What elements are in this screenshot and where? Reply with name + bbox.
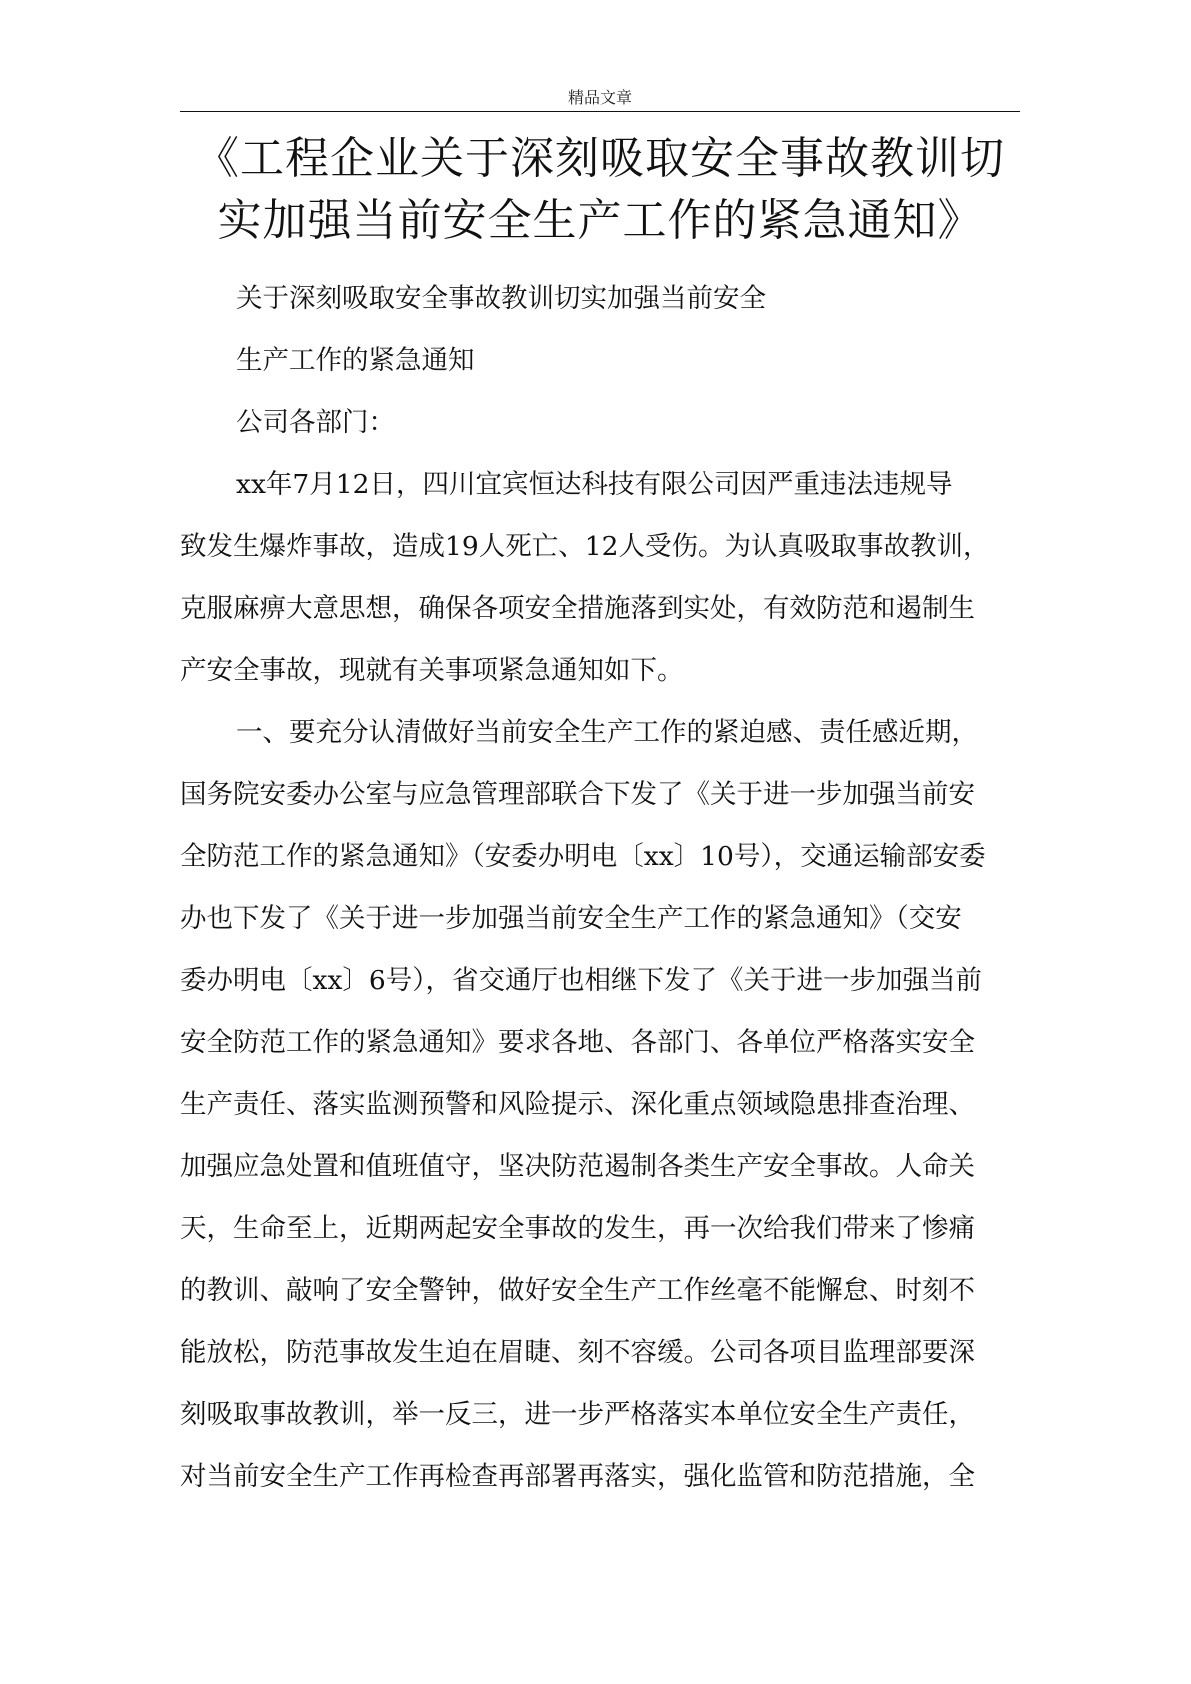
subtitle-line: 生产工作的紧急通知 xyxy=(236,345,475,376)
title-line: 实加强当前安全生产工作的紧急通知》 xyxy=(217,195,983,246)
paragraph-line: 国务院安委办公室与应急管理部联合下发了《关于进一步加强当前安 xyxy=(180,779,975,810)
paragraph-line: 全防范工作的紧急通知》（安委办明电〔xx〕10号），交通运输部安委 xyxy=(180,841,986,872)
page-header-label: 精品文章 xyxy=(567,88,632,107)
paragraph-line: 加强应急处置和值班值守，坚决防范遏制各类生产安全事故。人命关 xyxy=(180,1151,975,1182)
paragraph-line: 致发生爆炸事故，造成19人死亡、12人受伤。为认真吸取事故教训， xyxy=(180,531,990,562)
paragraph-line: 对当前安全生产工作再检查再部署再落实，强化监管和防范措施，全 xyxy=(180,1461,975,1492)
header-divider xyxy=(180,111,1020,112)
title-line: 《工程企业关于深刻吸取安全事故教训切 xyxy=(195,133,1005,184)
paragraph-line: 生产责任、落实监测预警和风险提示、深化重点领域隐患排查治理、 xyxy=(180,1089,975,1120)
paragraph-line: 委办明电〔xx〕6号），省交通厅也相继下发了《关于进一步加强当前 xyxy=(180,965,982,996)
subtitle-line: 关于深刻吸取安全事故教训切实加强当前安全 xyxy=(236,283,766,314)
paragraph-line: xx年7月12日，四川宜宾恒达科技有限公司因严重违法违规导 xyxy=(236,469,953,500)
paragraph-line: 安全防范工作的紧急通知》要求各地、各部门、各单位严格落实安全 xyxy=(180,1027,975,1058)
salutation: 公司各部门： xyxy=(236,407,395,438)
document-body xyxy=(180,268,1020,1508)
paragraph-line: 能放松，防范事故发生迫在眉睫、刻不容缓。公司各项目监理部要深 xyxy=(180,1337,975,1368)
paragraph-line: 天，生命至上，近期两起安全事故的发生，再一次给我们带来了惨痛 xyxy=(180,1213,975,1244)
paragraph-line: 的教训、敲响了安全警钟，做好安全生产工作丝毫不能懈怠、时刻不 xyxy=(180,1275,975,1306)
paragraph-line: 刻吸取事故教训，举一反三，进一步严格落实本单位安全生产责任， xyxy=(180,1399,975,1430)
paragraph-line: 产安全事故，现就有关事项紧急通知如下。 xyxy=(180,655,684,686)
paragraph-line: 一、要充分认清做好当前安全生产工作的紧迫感、责任感近期， xyxy=(236,717,978,748)
paragraph-line: 办也下发了《关于进一步加强当前安全生产工作的紧急通知》（交安 xyxy=(180,903,962,934)
document-title xyxy=(180,128,1020,252)
paragraph-line: 克服麻痹大意思想，确保各项安全措施落到实处，有效防范和遏制生 xyxy=(180,593,975,624)
